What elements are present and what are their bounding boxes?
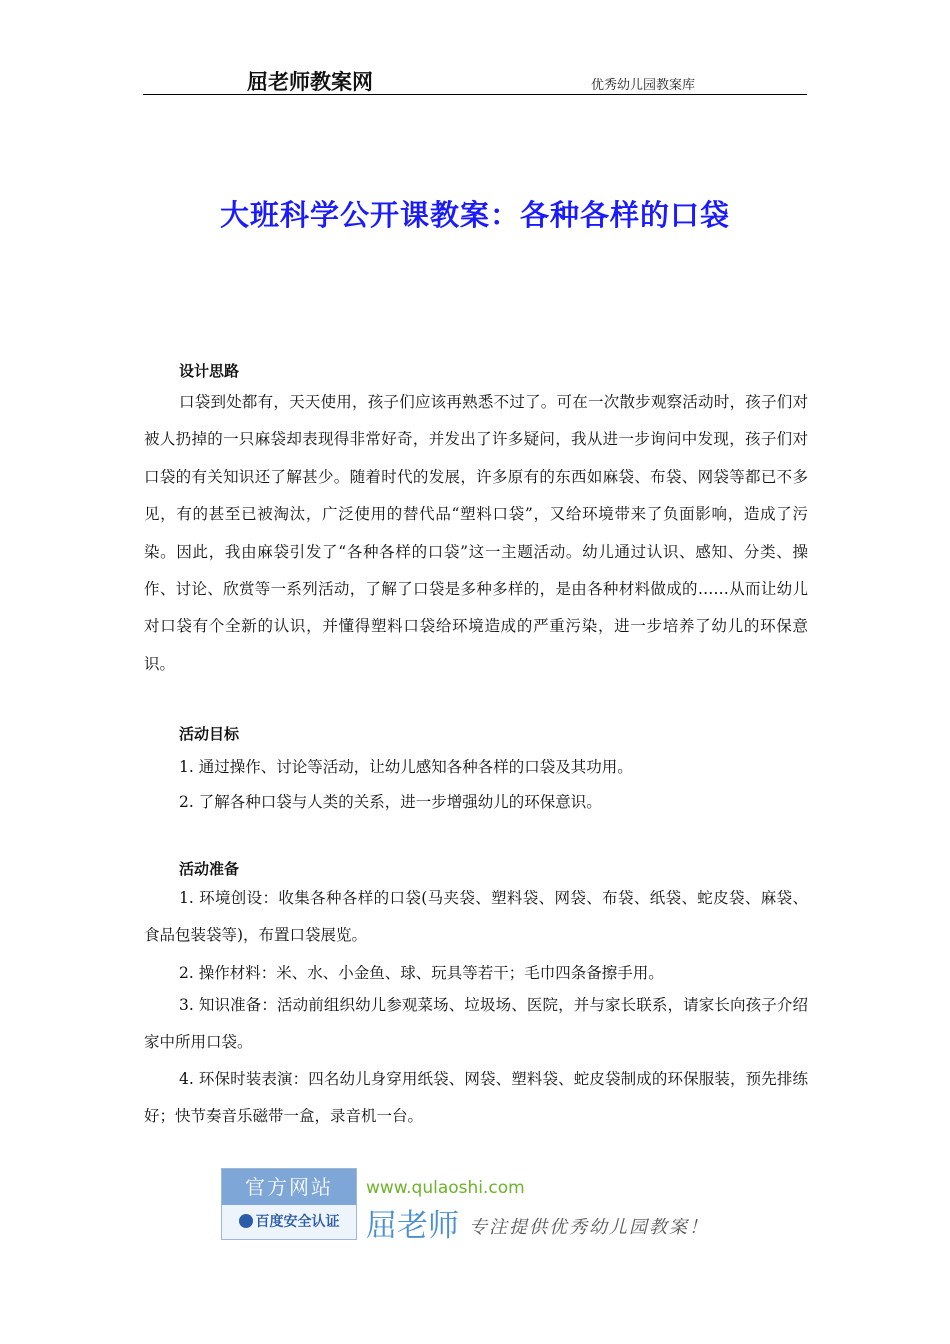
badge-top-label: 官方网站 <box>222 1169 356 1205</box>
section-heading-goals: 活动目标 <box>179 725 240 743</box>
goal-item: 2. 了解各种口袋与人类的关系，进一步增强幼儿的环保意识。 <box>179 793 602 811</box>
badge-bottom-label: 百度安全认证 <box>255 1214 340 1230</box>
page-header <box>143 62 807 95</box>
footer-slogan: 专注提供优秀幼儿园教案！ <box>469 1217 709 1238</box>
baidu-paw-icon <box>239 1214 253 1228</box>
footer-brand: 屈老师 <box>366 1208 459 1244</box>
prep-item: 4. 环保时装表演：四名幼儿身穿用纸袋、网袋、塑料袋、蛇皮袋制成的环保服装，预先排练好；快节奏音乐磁带一盒，录音机一台。 <box>144 1070 808 1126</box>
footer-url-link[interactable]: www.qulaoshi.com <box>366 1178 525 1198</box>
badge-bottom <box>222 1205 356 1239</box>
site-name: 屈老师教案网 <box>247 70 373 94</box>
section-heading-design: 设计思路 <box>179 362 240 380</box>
design-paragraph: 口袋到处都有，天天使用，孩子们应该再熟悉不过了。可在一次散步观察活动时，孩子们对被人扔掉的一只麻袋却表现得非常好奇，并发出了许多疑问，我从进一步询问中发现，孩子们对口袋的有关知识还了解甚少。随着时代的发展，许多原有的东西如麻袋、布袋、网袋等都已不多见，有的甚至已被淘汰，广泛使用的替代品“塑料口袋”，又给环境带来了负面影响，造成了污染。因此，我由麻袋引发了“各种各样的口袋”这一主题活动。幼儿通过认识、感知、分类、操作、讨论、欣赏等一系列活动，了解了口袋是多种多样的，是由各种材料做成的……从而让幼儿对口袋有个全新的认识，并懂得塑料口袋给环境造成的严重污染，进一步培养了幼儿的环保意识。 <box>144 393 808 673</box>
prep-item: 2. 操作材料：米、水、小金鱼、球、玩具等若干；毛巾四条备擦手用。 <box>179 964 664 982</box>
prep-item: 1. 环境创设：收集各种各样的口袋(马夹袋、塑料袋、网袋、布袋、纸袋、蛇皮袋、麻袋、食品包装袋等)，布置口袋展览。 <box>144 889 808 945</box>
site-tagline: 优秀幼儿园教案库 <box>591 78 696 93</box>
goal-item: 1. 通过操作、讨论等活动，让幼儿感知各种各样的口袋及其功用。 <box>179 758 633 776</box>
official-site-badge[interactable] <box>221 1168 357 1240</box>
document-title: 大班科学公开课教案：各种各样的口袋 <box>219 198 730 232</box>
section-heading-prep: 活动准备 <box>179 860 240 878</box>
prep-item: 3. 知识准备：活动前组织幼儿参观菜场、垃圾场、医院，并与家长联系，请家长向孩子介绍家中所用口袋。 <box>144 996 808 1052</box>
